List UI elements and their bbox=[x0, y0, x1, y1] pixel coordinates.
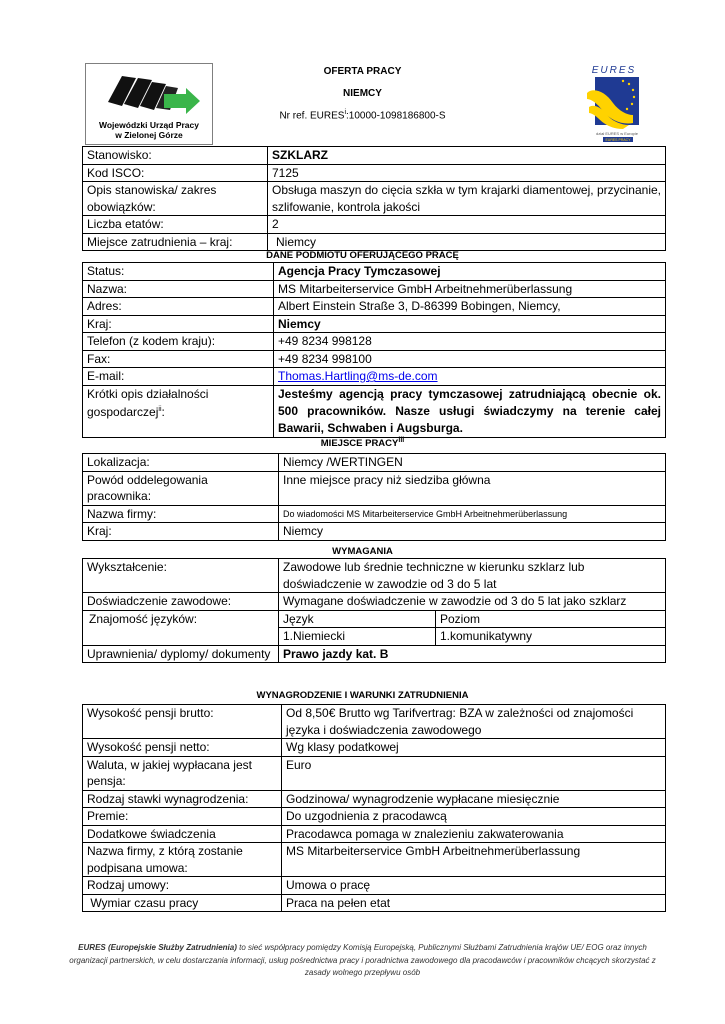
cell-label: Kraj: bbox=[83, 523, 279, 541]
cell-label: Doświadczenie zawodowe: bbox=[83, 593, 279, 611]
cell-label: Telefon (z kodem kraju): bbox=[83, 333, 274, 351]
cell-label: Liczba etatów: bbox=[83, 216, 268, 234]
cell-label: Adres: bbox=[83, 298, 274, 316]
lang-col-header: Język bbox=[279, 610, 436, 628]
cell-value: Godzinowa/ wynagrodzenie wypłacane miesięcznie bbox=[282, 790, 666, 808]
table-row bbox=[83, 280, 666, 298]
cell-value: Praca na pełen etat bbox=[282, 894, 666, 912]
cell-value: Euro bbox=[282, 756, 666, 790]
cell-label: Nazwa: bbox=[83, 280, 274, 298]
cell-label: Premie: bbox=[83, 808, 282, 826]
footer-note: EURES (Europejskie Służby Zatrudnienia) to sieć współpracy pomiędzy Komisją Europejską, Publicznymi Służbami Zatrudnienia krajów UE/ EOG oraz innych organizacji partnerskich, w celu dostarczania informacji, usług pośrednictwa pracy i poradnictwa zawodowego dla pracodawców i pracowników chcących skorzystać z zasady wolnego przepływu osób bbox=[69, 943, 656, 977]
cell-value: 7125 bbox=[268, 164, 666, 182]
salary-heading: WYNAGRODZENIE I WARUNKI ZATRUDNIENIA bbox=[256, 690, 469, 701]
cell-label: Powód oddelegowania pracownika: bbox=[83, 471, 279, 505]
table-row bbox=[83, 315, 666, 333]
cell-label: Status: bbox=[83, 263, 274, 281]
lang-name: 1.Niemiecki bbox=[279, 628, 436, 646]
cell-label: Wykształcenie: bbox=[83, 559, 279, 593]
cell-label: E-mail: bbox=[83, 368, 274, 386]
table-row bbox=[83, 790, 666, 808]
eures-logo-text: EURES bbox=[591, 65, 637, 76]
employer-heading: DANE PODMIOTU OFERUJĄCEGO PRACĘ bbox=[266, 250, 459, 261]
cell-label: Dodatkowe świadczenia bbox=[83, 825, 282, 843]
workplace-table bbox=[82, 453, 666, 541]
requirements-heading: WYMAGANIA bbox=[332, 546, 393, 557]
table-row bbox=[83, 756, 666, 790]
eures-logo-caption2: EURES PRACY bbox=[605, 138, 631, 142]
table-row bbox=[83, 523, 666, 541]
table-row bbox=[83, 298, 666, 316]
table-row bbox=[83, 471, 666, 505]
table-row bbox=[83, 877, 666, 895]
requirements-table bbox=[82, 558, 666, 663]
cell-value: Od 8,50€ Brutto wg Tarifvertrag: BZA w zależności od znajomości języka i doświadczenia zawodowego bbox=[282, 705, 666, 739]
cell-value: Pracodawca pomaga w znalezieniu zakwaterowania bbox=[282, 825, 666, 843]
cell-label: Uprawnienia/ dyplomy/ dokumenty bbox=[83, 645, 279, 663]
cell-value: Umowa o pracę bbox=[282, 877, 666, 895]
email-link[interactable]: Thomas.Hartling@ms-de.com bbox=[278, 369, 438, 383]
job-table bbox=[82, 146, 666, 251]
table-row bbox=[83, 147, 666, 165]
table-row bbox=[83, 505, 666, 523]
table-row bbox=[83, 385, 666, 437]
cell-label: Kraj: bbox=[83, 315, 274, 333]
cell-label: Fax: bbox=[83, 350, 274, 368]
cell-value: Agencja Pracy Tymczasowej bbox=[274, 263, 666, 281]
cell-value: +49 8234 998128 bbox=[274, 333, 666, 351]
table-row bbox=[83, 610, 666, 628]
lang-col-header: Poziom bbox=[436, 610, 666, 628]
cell-label: Stanowisko: bbox=[83, 147, 268, 165]
cell-value: +49 8234 998100 bbox=[274, 350, 666, 368]
cell-value: Zawodowe lub średnie techniczne w kierunku szklarz lub doświadczenie w zawodzie od 3 do 5 lat bbox=[279, 559, 666, 593]
cell-label: Lokalizacja: bbox=[83, 454, 279, 472]
table-row bbox=[83, 825, 666, 843]
cell-value: Inne miejsce pracy niż siedziba główna bbox=[279, 471, 666, 505]
offer-title: OFERTA PRACY bbox=[323, 66, 402, 77]
eures-logo-caption1: dział EURES w Europie bbox=[595, 131, 639, 136]
table-row bbox=[83, 333, 666, 351]
cell-label: Rodzaj stawki wynagrodzenia: bbox=[83, 790, 282, 808]
table-row bbox=[83, 645, 666, 663]
table-row bbox=[83, 739, 666, 757]
wup-logo-caption: Wojewódzki Urząd Pracy w Zielonej Górze bbox=[99, 120, 199, 140]
cell-label: Znajomość języków: bbox=[83, 610, 279, 645]
table-row bbox=[83, 164, 666, 182]
table-row bbox=[83, 894, 666, 912]
table-row bbox=[83, 705, 666, 739]
lang-level: 1.komunikatywny bbox=[436, 628, 666, 646]
cell-value: MS Mitarbeiterservice GmbH Arbeitnehmerüberlassung bbox=[274, 280, 666, 298]
cell-value: Do uzgodnienia z pracodawcą bbox=[282, 808, 666, 826]
table-row bbox=[83, 216, 666, 234]
cell-value: Niemcy bbox=[279, 523, 666, 541]
table-row bbox=[83, 368, 666, 386]
cell-label: Nazwa firmy: bbox=[83, 505, 279, 523]
table-row bbox=[83, 350, 666, 368]
table-row bbox=[83, 808, 666, 826]
cell-value: Jesteśmy agencją pracy tymczasowej zatrudniającą obecnie ok. 500 pracowników. Nasze usługi świadczymy na terenie całej Bawarii, Schwaben i Augsburga. bbox=[274, 385, 666, 437]
cell-label: Wymiar czasu pracy bbox=[83, 894, 282, 912]
cell-value: MS Mitarbeiterservice GmbH Arbeitnehmerüberlassung bbox=[282, 843, 666, 877]
offer-country: NIEMCY bbox=[343, 88, 382, 99]
cell-value: SZKLARZ bbox=[268, 147, 666, 165]
cell-label: Miejsce zatrudnienia – kraj: bbox=[83, 233, 268, 251]
cell-value: Wg klasy podatkowej bbox=[282, 739, 666, 757]
cell-label: Opis stanowiska/ zakres obowiązków: bbox=[83, 182, 268, 216]
cell-value: Do wiadomości MS Mitarbeiterservice GmbH Arbeitnehmerüberlassung bbox=[279, 505, 666, 523]
table-row bbox=[83, 454, 666, 472]
cell-value: Wymagane doświadczenie w zawodzie od 3 do 5 lat jako szklarz bbox=[279, 593, 666, 611]
workplace-heading: MIEJSCE PRACY$^{iii}$ bbox=[320, 437, 405, 450]
cell-value: Niemcy bbox=[274, 315, 666, 333]
cell-label: Kod ISCO: bbox=[83, 164, 268, 182]
cell-value: 2 bbox=[268, 216, 666, 234]
table-row bbox=[83, 182, 666, 216]
table-row bbox=[83, 233, 666, 251]
cell-value: Niemcy /WERTINGEN bbox=[279, 454, 666, 472]
table-row bbox=[83, 593, 666, 611]
cell-label: Wysokość pensji brutto: bbox=[83, 705, 282, 739]
table-row bbox=[83, 559, 666, 593]
cell-label: Wysokość pensji netto: bbox=[83, 739, 282, 757]
table-row bbox=[83, 843, 666, 877]
cell-value: Niemcy bbox=[268, 233, 666, 251]
employer-table bbox=[82, 262, 666, 438]
salary-table bbox=[82, 704, 666, 912]
cell-label: Waluta, w jakiej wypłacana jest pensja: bbox=[83, 756, 282, 790]
table-row bbox=[83, 263, 666, 281]
cell-value: Obsługa maszyn do cięcia szkła w tym krajarki diamentowej, przycinanie, szlifowanie, kontrola jakości bbox=[268, 182, 666, 216]
cell-label: Krótki opis działalności gospodarczej$^{ii}$: bbox=[83, 385, 274, 437]
cell-value: Albert Einstein Straße 3, D-86399 Bobingen, Niemcy, bbox=[274, 298, 666, 316]
cell-label: Nazwa firmy, z którą zostanie podpisana umowa: bbox=[83, 843, 282, 877]
cell-label: Rodzaj umowy: bbox=[83, 877, 282, 895]
cell-value: Prawo jazdy kat. B bbox=[279, 645, 666, 663]
cell-value bbox=[274, 368, 666, 386]
reference-number: Nr ref. EURES$^i$:10000-1098186800-S bbox=[279, 109, 446, 122]
